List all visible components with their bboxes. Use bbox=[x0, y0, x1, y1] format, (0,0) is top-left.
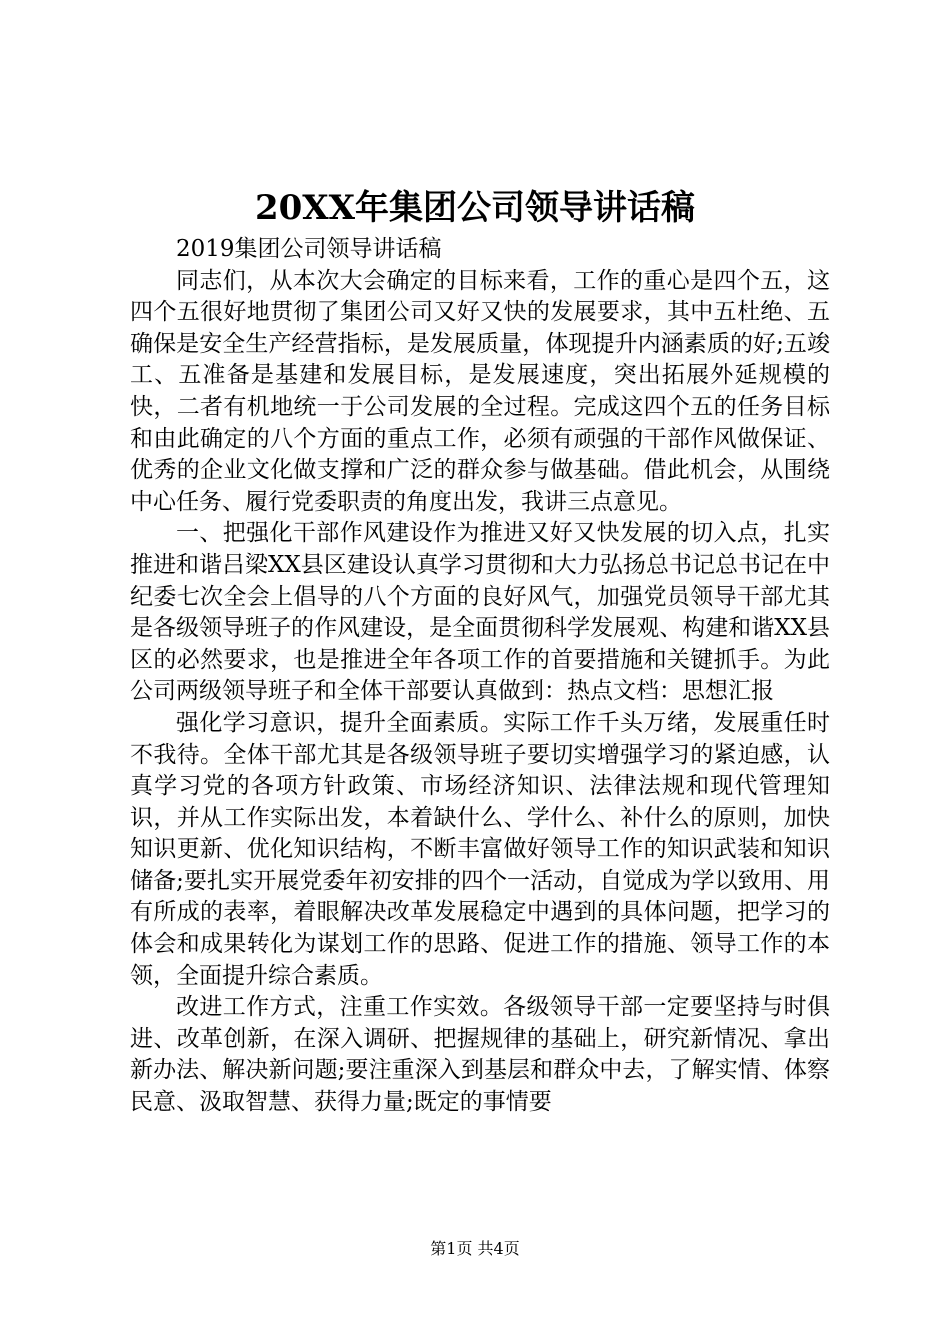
page-footer: 第1页 共4页 bbox=[430, 1239, 520, 1258]
paragraph: 一、把强化干部作风建设作为推进又好又快发展的切入点，扎实推进和谐吕梁XX县区建设认真学习贯彻和大力弘扬总书记总书记在中纪委七次全会上倡导的八个方面的良好风气，加强党员领导干部尤其是各级领导班子的作风建设，是全面贯彻科学发展观、构建和谐XX县区的必然要求，也是推进全年各项工作的首要措施和关键抓手。为此公司两级领导班子和全体干部要认真做到：热点文档：思想汇报 bbox=[130, 520, 830, 705]
paragraph-subtitle: 2019集团公司领导讲话稿 bbox=[176, 236, 442, 262]
document-body bbox=[130, 234, 830, 1119]
document-title: 20XX年集团公司领导讲话稿 bbox=[254, 188, 696, 228]
paragraph: 同志们，从本次大会确定的目标来看，工作的重心是四个五，这四个五很好地贯彻了集团公司又好又快的发展要求，其中五杜绝、五确保是安全生产经营指标，是发展质量，体现提升内涵素质的好;五竣工、五准备是基建和发展目标，是发展速度，突出拓展外延规模的快，二者有机地统一于公司发展的全过程。完成这四个五的任务目标和由此确定的八个方面的重点工作，必须有顽强的干部作风做保证、优秀的企业文化做支撑和广泛的群众参与做基础。借此机会，从围绕中心任务、履行党委职责的角度出发，我讲三点意见。 bbox=[130, 267, 830, 515]
paragraph: 改进工作方式，注重工作实效。各级领导干部一定要坚持与时俱进、改革创新，在深入调研、把握规律的基础上，研究新情况、拿出新办法、解决新问题;要注重深入到基层和群众中去，了解实情、体察民意、汲取智慧、获得力量;既定的事情要 bbox=[130, 994, 830, 1116]
paragraph: 强化学习意识，提升全面素质。实际工作千头万绪，发展重任时不我待。全体干部尤其是各级领导班子要切实增强学习的紧迫感，认真学习党的各项方针政策、市场经济知识、法律法规和现代管理知识，并从工作实际出发，本着缺什么、学什么、补什么的原则，加快知识更新、优化知识结构，不断丰富做好领导工作的知识武装和知识储备;要扎实开展党委年初安排的四个一活动，自觉成为学以致用、用有所成的表率，着眼解决改革发展稳定中遇到的具体问题，把学习的体会和成果转化为谋划工作的思路、促进工作的措施、领导工作的本领，全面提升综合素质。 bbox=[130, 709, 830, 989]
